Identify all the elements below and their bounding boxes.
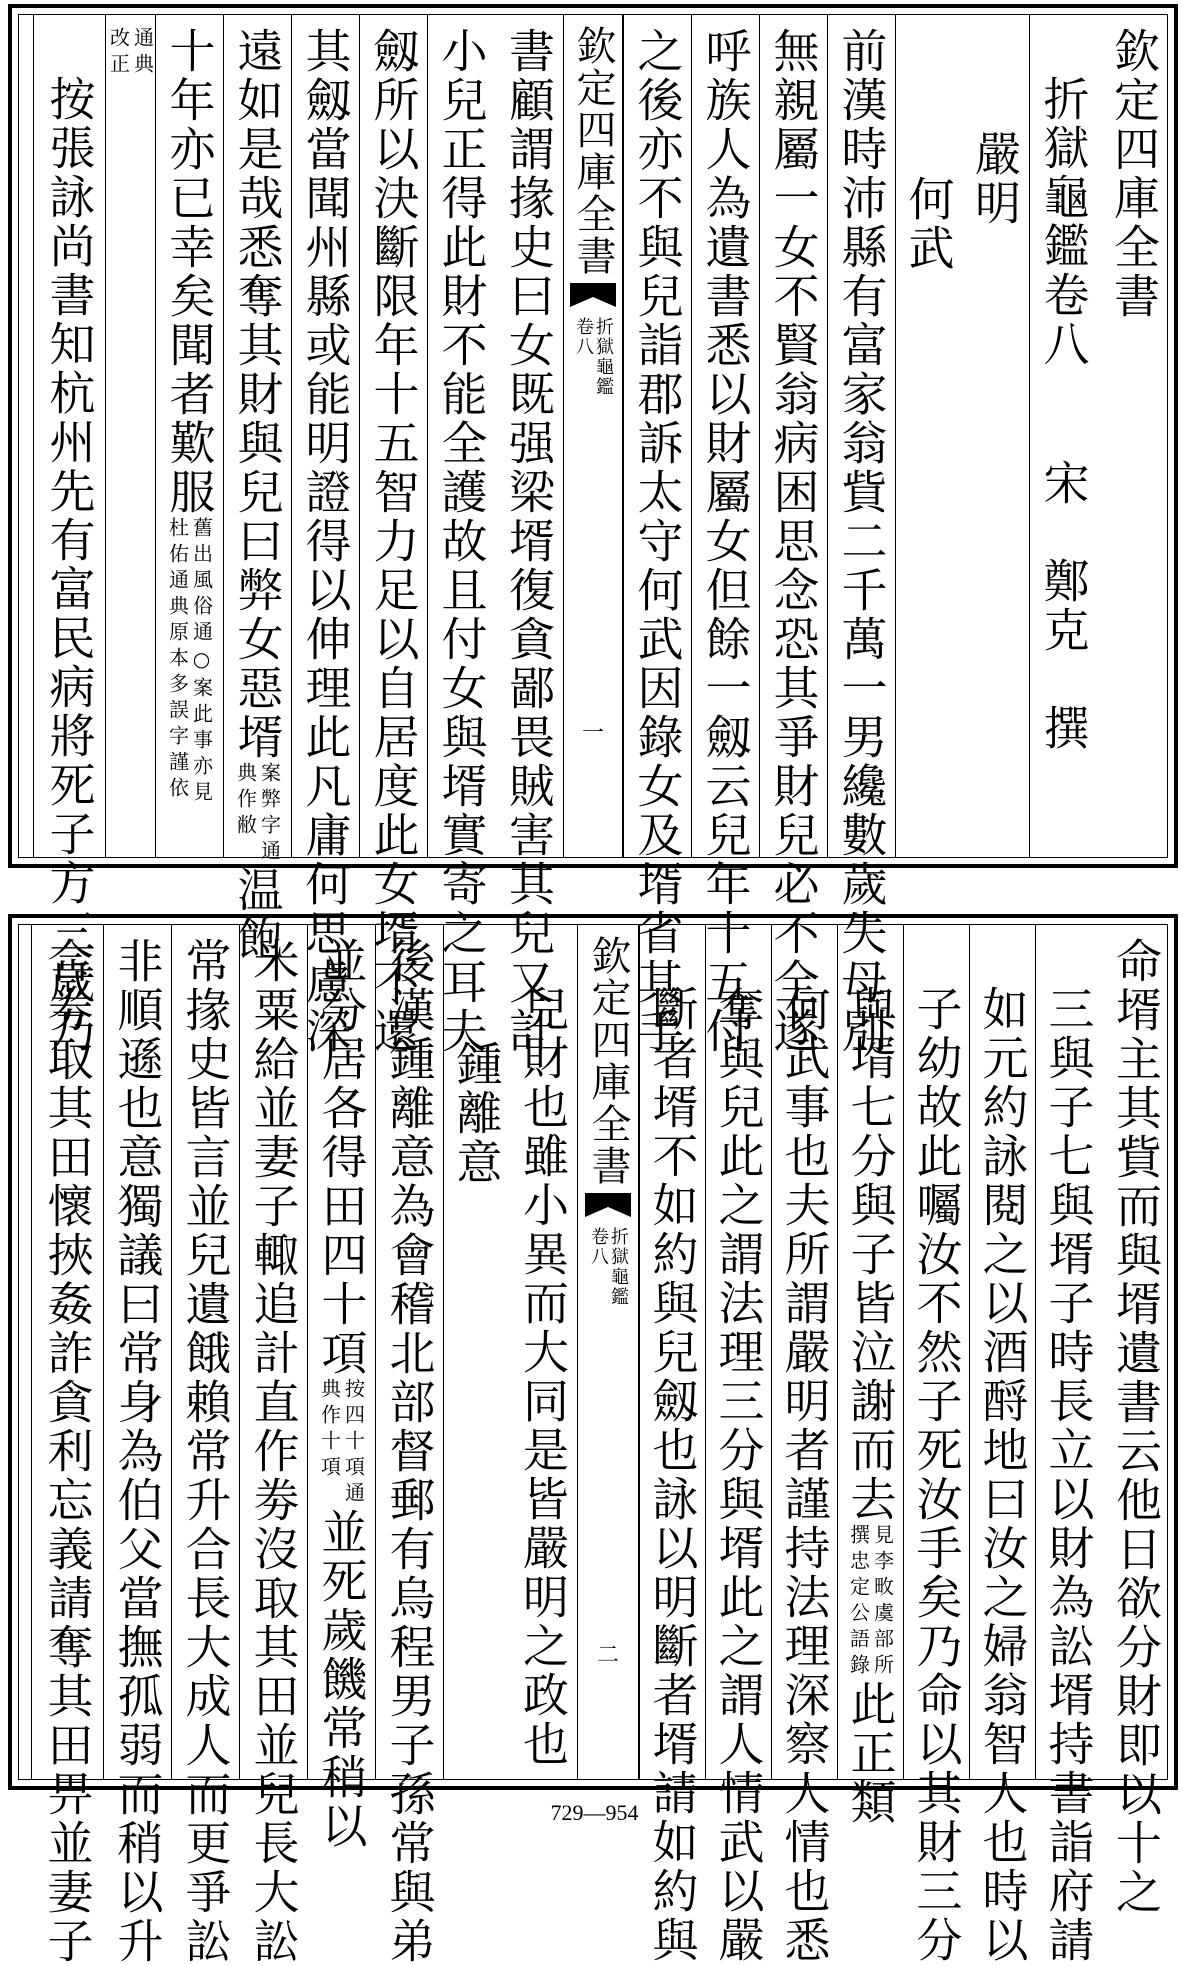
interlinear-note	[233, 762, 282, 866]
note-line: 改正	[106, 27, 131, 79]
banner-book-name: 折獄龜鑑	[608, 1227, 629, 1307]
text-column	[171, 925, 239, 1966]
author-line: 宋 鄭克 撰	[1036, 459, 1091, 753]
case-heading: 鍾離意	[449, 1040, 504, 1187]
text-line: 無親屬一女不賢翁病困思念恐其爭財兒必不全遂	[766, 27, 821, 1056]
text-column	[223, 15, 291, 964]
text-column	[239, 925, 307, 1966]
text-line: 温飽	[230, 866, 285, 964]
text-line: 劔所以決斷限年十五智力足以自居度此女壻不還	[366, 27, 421, 1056]
text-line: 此正類	[843, 1680, 898, 1827]
text-column	[427, 15, 495, 1056]
text-column	[1029, 15, 1097, 857]
section-heading: 嚴明	[968, 130, 1022, 228]
page-number-footer: 729—954	[550, 1800, 639, 1825]
banner-subtitle	[574, 317, 612, 397]
text-line: 子幼故此囑汝不然子死汝手矣乃命以其財三分	[909, 985, 964, 1965]
fish-tail-ornament	[570, 283, 616, 309]
interlinear-note	[317, 1378, 366, 1508]
note-line: 典作十項	[317, 1378, 342, 1482]
text-line: 如元約詠閱之以酒酹地曰汝之婦翁智人也時以	[975, 985, 1030, 1965]
page-1-frame	[18, 14, 1168, 1056]
text-column	[969, 925, 1035, 1965]
note-line: 案弊字通	[257, 762, 282, 866]
text-line: 非順遜也意獨議曰常身為伯父當撫孤弱而稍以升	[110, 937, 165, 1966]
text-column	[623, 15, 691, 1056]
text-column	[443, 925, 509, 1779]
text-line: 其劔當聞州縣或能明證得以伸理此凡庸何思慮深	[298, 27, 353, 1056]
banner-volume: 卷八	[573, 317, 594, 357]
text-line: 斷者壻不如約與兒劔也詠以明斷者壻請如約與	[645, 985, 700, 1965]
note-line: 杜佑通典原本多誤字謹依	[165, 517, 190, 803]
text-column	[771, 925, 837, 1965]
text-column	[33, 15, 105, 1055]
text-line: 常掾史皆言並兒遺餓賴常升合長大成人而更爭訟	[178, 937, 233, 1966]
banner-title: 欽定四庫全書	[570, 25, 616, 277]
text-column	[903, 925, 969, 1965]
text-column	[837, 925, 903, 1827]
text-column	[759, 15, 827, 1056]
text-column	[509, 925, 577, 1779]
text-line: 並分居各得田四十項	[314, 937, 369, 1378]
text-column	[307, 925, 375, 1851]
text-column	[495, 15, 563, 1056]
book-page-1	[8, 4, 1178, 1056]
text-line: 命壻主其貲而與壻遺書云他日欲分財即以十之	[1109, 937, 1163, 1917]
text-column	[31, 925, 103, 1966]
text-column	[359, 15, 427, 1056]
text-column	[1097, 15, 1171, 857]
text-column	[705, 925, 771, 1965]
text-line: 前漢時沛縣有富家翁貲二千萬一男纔數歲失母別	[834, 27, 889, 1056]
text-line: 並死歲饑常稍以	[314, 1508, 369, 1851]
note-line: 撰忠定公語錄	[846, 1524, 871, 1680]
note-line: 按四十項通	[341, 1378, 366, 1508]
collection-title: 欽定四庫全書	[1107, 27, 1161, 321]
text-column	[291, 15, 359, 1056]
note-line: 典作敝	[233, 762, 258, 840]
book-title: 折獄龜鑑卷八	[1036, 75, 1091, 369]
text-column	[639, 925, 705, 1965]
fold-banner	[577, 925, 639, 1779]
text-line: 三與子七與壻子時長立以財為訟壻持書詣府請	[1041, 985, 1096, 1965]
note-line: 舊出風俗通○案此事亦見	[189, 517, 214, 807]
note-line: 通典	[130, 27, 155, 79]
text-line: 奪與兒此之謂法理三分與壻此之謂人情武以嚴	[711, 985, 766, 1965]
text-column	[691, 15, 759, 1056]
text-line: 按張詠尚書知杭州先有富民病將死子方三歲乃	[42, 75, 97, 1055]
leaf-number: 二	[596, 1643, 619, 1668]
text-column	[827, 15, 895, 1056]
interlinear-note	[165, 517, 214, 807]
text-column	[1101, 925, 1171, 1917]
text-column	[105, 15, 155, 857]
text-line: 何武事也夫所謂嚴明者謹持法理深察人情也悉	[777, 985, 832, 1965]
text-line: 呼族人為遺書悉以財屬女但餘一劔云兒年十五付	[698, 27, 753, 1056]
banner-subtitle	[589, 1227, 627, 1307]
text-line: 之後亦不與兒詣郡訴太守何武因錄女及壻省其手	[630, 27, 685, 1056]
banner-title: 欽定四庫全書	[585, 935, 631, 1187]
text-line: 書顧謂掾史曰女既强梁壻復貪鄙畏賊害其兒又計	[502, 27, 556, 1056]
note-line: 見李畋虞部所	[870, 1524, 895, 1680]
text-line: 小兒正得此財不能全護故且付女與壻實寄之耳夫	[434, 27, 489, 1056]
text-line: 兒財也雖小異而大同是皆嚴明之政也	[516, 985, 570, 1769]
text-line: 遠如是哉悉奪其財與兒曰弊女惡壻	[230, 27, 285, 762]
leaf-number: 一	[581, 721, 604, 746]
text-line: 合劵取其田懷挾姦詐貪利忘義請奪其田畀並妻子	[40, 937, 95, 1966]
banner-book-name: 折獄龜鑑	[593, 317, 614, 397]
text-line: 米粟給並妻子輙追計直作劵沒取其田並兒長大訟	[246, 937, 301, 1966]
text-column	[1035, 925, 1101, 1965]
text-column	[375, 925, 443, 1966]
fold-banner	[563, 15, 623, 857]
case-heading: 何武	[901, 175, 956, 273]
text-column	[155, 15, 223, 857]
interlinear-note	[846, 1524, 895, 1680]
text-column	[895, 15, 961, 857]
text-column	[961, 15, 1029, 857]
text-line: 十年亦已幸矣聞者歎服	[162, 27, 217, 517]
fish-tail-ornament	[585, 1193, 631, 1219]
interlinear-note	[106, 15, 155, 79]
text-line: 後漢鍾離意為會稽北部督郵有烏程男子孫常與弟	[382, 937, 437, 1966]
text-column	[103, 925, 171, 1966]
banner-volume: 卷八	[588, 1227, 609, 1267]
text-line: 與壻七分與子皆泣謝而去	[843, 985, 898, 1524]
